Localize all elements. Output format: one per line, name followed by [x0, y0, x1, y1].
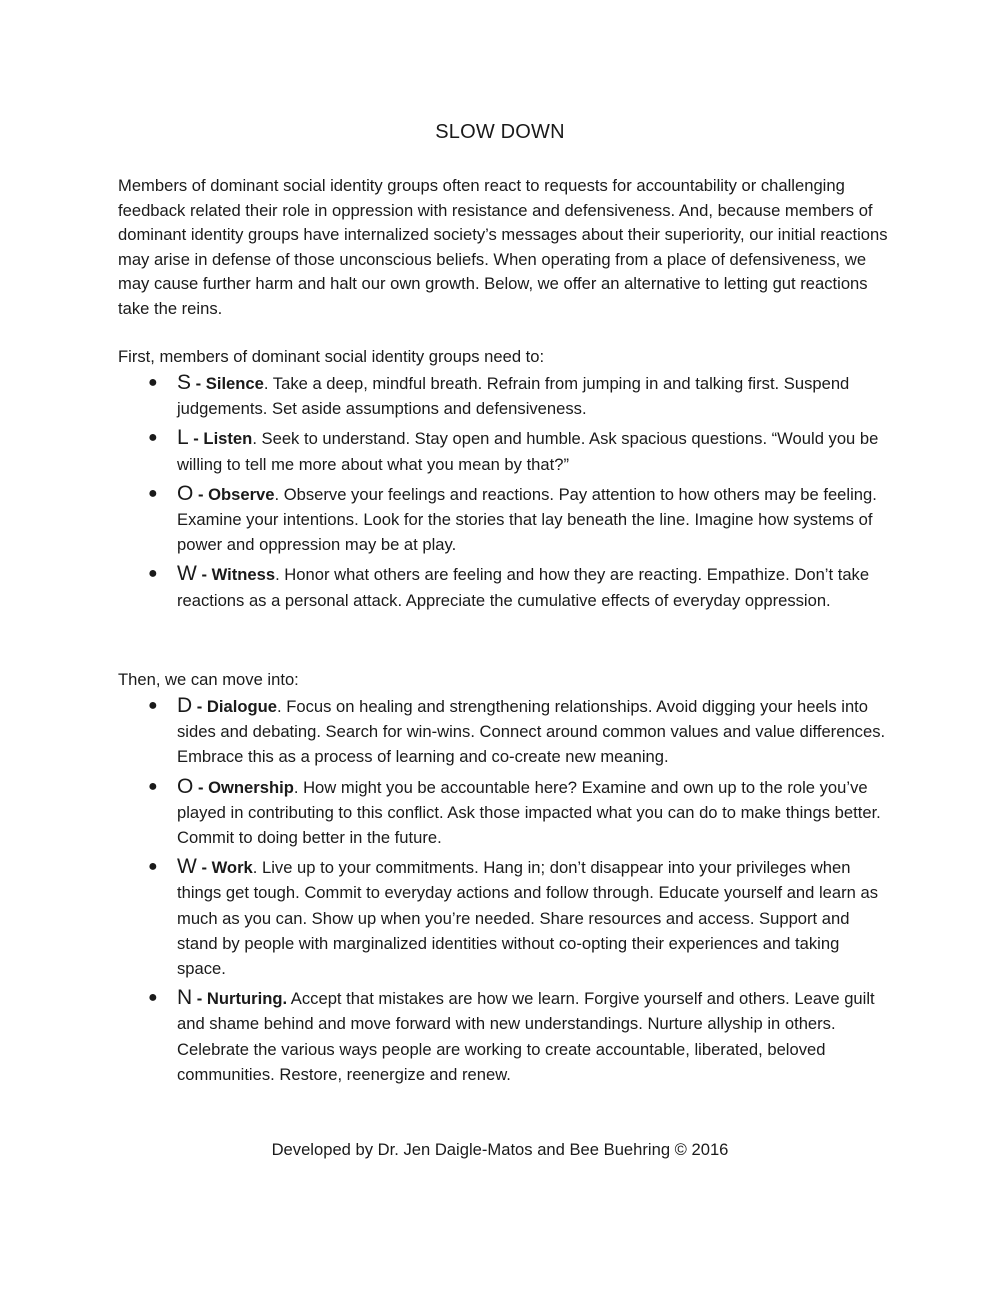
- acronym-letter: S: [177, 371, 192, 394]
- bullet-icon: ●: [148, 484, 158, 502]
- list-item-listen: [118, 425, 888, 476]
- first-section-list: [118, 370, 888, 617]
- item-keyword: - Observe: [193, 484, 275, 504]
- list-item-work: [118, 854, 888, 981]
- bullet-icon: ●: [148, 777, 158, 795]
- second-section-lead: Then, we can move into:: [118, 670, 299, 689]
- item-keyword: - Silence: [191, 374, 264, 393]
- acronym-letter: O: [177, 481, 194, 505]
- bullet-icon: ●: [148, 858, 158, 876]
- bullet-icon: ●: [148, 374, 158, 391]
- second-section-list: [118, 693, 888, 1091]
- bullet-icon: ●: [148, 565, 158, 583]
- item-text: . Focus on healing and strengthening relationships. Avoid digging your heels into sides and debating. Search for win-wins. Connect around common values and value differences. Embrace this as a process of learning and co-create new meaning.: [177, 697, 886, 767]
- acronym-letter: W: [177, 562, 197, 586]
- item-text: . Take a deep, mindful breath. Refrain from jumping in and talking first. Suspend judgements. Set aside assumptions and defensiveness.: [177, 374, 850, 419]
- first-section-lead: First, members of dominant social identity groups need to:: [118, 347, 545, 366]
- item-keyword: - Listen: [188, 429, 253, 449]
- item-text: Accept that mistakes are how we learn. Forgive yourself and others. Leave guilt and shame behind and move forward with new understandings. Nurture allyship in others. Celebrate the various ways people are working to create accountable, liberated, beloved communities. Restore, reenergize and renew.: [177, 989, 875, 1084]
- list-item-witness: [118, 561, 888, 612]
- acronym-letter: W: [177, 855, 197, 879]
- item-keyword: - Witness: [196, 565, 276, 585]
- list-item-silence: [118, 370, 888, 421]
- list-item-dialogue: [118, 693, 888, 770]
- item-text: . Seek to understand. Stay open and humble. Ask spacious questions. “Would you be willing to tell me more about what you mean by that?”: [177, 429, 879, 474]
- acronym-letter: O: [177, 774, 194, 798]
- item-text: . How might you be accountable here? Examine and own up to the role you’ve played in contributing to this conflict. Ask those impacted what you can do to make things better. Commit to doing better in the future.: [177, 777, 881, 848]
- acronym-letter: N: [177, 986, 193, 1010]
- item-keyword: - Nurturing.: [192, 989, 288, 1009]
- bullet-icon: ●: [148, 697, 158, 714]
- intro-paragraph: Members of dominant social identity groups often react to requests for accountability or challenging feedback related their role in oppression with resistance and defensiveness. And, because members of dominant identity groups have internalized society’s messages about their superiority, our initial reactions may arise in defense of those unconscious beliefs. When operating from a place of defensiveness, we may cause further harm and halt our own growth. Below, we offer an alternative to letting gut reactions take the reins.: [118, 176, 888, 318]
- list-item-ownership: [118, 774, 888, 851]
- item-text: . Honor what others are feeling and how they are reacting. Empathize. Don’t take reactions as a personal attack. Appreciate the cumulative effects of everyday oppression.: [177, 565, 870, 610]
- bullet-icon: ●: [148, 429, 158, 447]
- bullet-icon: ●: [148, 989, 158, 1007]
- item-keyword: - Ownership: [193, 777, 294, 797]
- list-item-nurturing: [118, 985, 888, 1087]
- item-keyword: - Work: [196, 858, 253, 878]
- item-text: . Observe your feelings and reactions. Pay attention to how others may be feeling. Examine your intentions. Look for the stories that lay beneath the line. Imagine how systems of power and oppression may be at play.: [177, 484, 877, 555]
- page-title: SLOW DOWN: [435, 121, 565, 143]
- item-keyword: - Dialogue: [192, 697, 277, 716]
- footer-credit: Developed by Dr. Jen Daigle-Matos and Bee Buehring © 2016: [271, 1140, 729, 1159]
- acronym-letter: D: [177, 694, 193, 717]
- list-item-observe: [118, 481, 888, 558]
- item-text: . Live up to your commitments. Hang in; don’t disappear into your privileges when things get tough. Commit to everyday actions and follow through. Educate yourself and learn as much as you can. Show up when you’re needed. Share resources and access. Support and stand by people with marginalized identities without co-opting their experiences and taking space.: [177, 858, 879, 979]
- acronym-letter: L: [177, 426, 189, 450]
